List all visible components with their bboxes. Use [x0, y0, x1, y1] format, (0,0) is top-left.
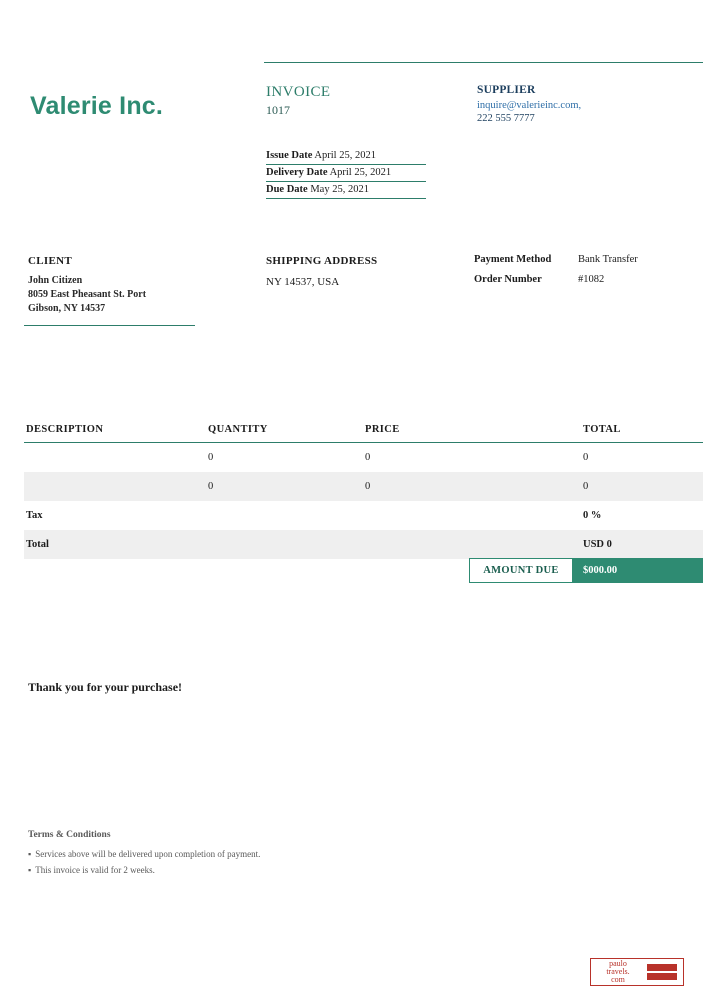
items-table	[24, 424, 703, 559]
terms-item	[28, 846, 428, 862]
date-label: Due Date	[266, 184, 308, 195]
terms-item-text: Services above will be delivered upon completion of payment.	[35, 849, 261, 859]
terms-section	[28, 830, 428, 878]
terms-item	[28, 862, 428, 878]
total-label: Total	[26, 539, 49, 550]
thank-you-message: Thank you for your purchase!	[28, 680, 183, 694]
footer-badge	[590, 958, 684, 986]
badge-line1: paulo	[609, 959, 627, 968]
meta-row	[474, 254, 702, 265]
badge-text	[591, 960, 645, 984]
column-header-description: DESCRIPTION	[26, 424, 104, 435]
client-block	[28, 255, 196, 316]
date-label: Delivery Date	[266, 167, 328, 178]
supplier-title: SUPPLIER	[477, 84, 536, 96]
table-row-tax	[24, 501, 703, 530]
tax-value: 0 %	[583, 510, 602, 521]
bullet-icon: ▪	[28, 849, 32, 859]
date-value: April 25, 2021	[314, 150, 376, 161]
supplier-email[interactable]: inquire@valerieinc.com,	[477, 100, 582, 111]
supplier-block	[477, 84, 687, 125]
shipping-title: SHIPPING ADDRESS	[266, 255, 378, 267]
client-title: CLIENT	[28, 255, 72, 267]
client-name: John Citizen	[28, 275, 83, 286]
tax-label: Tax	[26, 510, 43, 521]
tax-spacer-quantity	[208, 510, 365, 521]
date-label: Issue Date	[266, 150, 313, 161]
invoice-block	[266, 84, 330, 118]
badge-line2: travels.	[606, 967, 630, 976]
badge-bars-icon	[645, 959, 683, 985]
table-header	[24, 424, 703, 443]
cell-description	[24, 452, 208, 463]
bullet-icon: ▪	[28, 865, 32, 875]
total-spacer-quantity	[208, 539, 365, 550]
meta-row	[474, 274, 702, 285]
supplier-phone: 222 555 7777	[477, 113, 535, 124]
payment-meta	[474, 254, 702, 294]
shipping-address: NY 14537, USA	[266, 276, 340, 288]
amount-due-label: AMOUNT DUE	[469, 558, 573, 583]
meta-key: Order Number	[474, 274, 542, 285]
tax-spacer-price	[365, 510, 583, 521]
shipping-block	[266, 255, 446, 288]
date-row	[266, 165, 426, 182]
cell-total: 0	[583, 481, 589, 492]
meta-key: Payment Method	[474, 254, 552, 265]
cell-price: 0	[365, 452, 371, 463]
cell-quantity: 0	[208, 452, 214, 463]
client-address-line1: 8059 East Pheasant St. Port	[28, 289, 147, 300]
date-list	[266, 148, 426, 199]
cell-total: 0	[583, 452, 589, 463]
invoice-number: 1017	[266, 103, 290, 117]
client-details	[28, 274, 196, 316]
terms-item-text: This invoice is valid for 2 weeks.	[35, 865, 155, 875]
column-header-price: PRICE	[365, 424, 400, 435]
company-name: Valerie Inc.	[30, 92, 164, 120]
column-header-total: TOTAL	[583, 424, 621, 435]
date-row	[266, 148, 426, 165]
amount-due-bar	[469, 558, 703, 583]
badge-line3: com	[611, 975, 625, 984]
date-value: April 25, 2021	[329, 167, 392, 178]
table-row-total	[24, 530, 703, 559]
terms-title: Terms & Conditions	[28, 830, 111, 840]
table-row	[24, 443, 703, 472]
cell-quantity: 0	[208, 481, 214, 492]
table-row	[24, 472, 703, 501]
amount-due-value: $000.00	[573, 558, 703, 583]
client-divider	[24, 325, 195, 326]
cell-price: 0	[365, 481, 371, 492]
cell-description	[24, 481, 208, 492]
meta-value: #1082	[578, 274, 605, 285]
header-divider	[264, 62, 703, 63]
meta-value: Bank Transfer	[578, 254, 638, 265]
total-value: USD 0	[583, 539, 612, 550]
column-header-quantity: QUANTITY	[208, 424, 268, 435]
client-address-line2: Gibson, NY 14537	[28, 303, 106, 314]
total-spacer-price	[365, 539, 583, 550]
invoice-title: INVOICE	[266, 84, 331, 100]
date-row	[266, 182, 426, 199]
date-value: May 25, 2021	[310, 184, 369, 195]
